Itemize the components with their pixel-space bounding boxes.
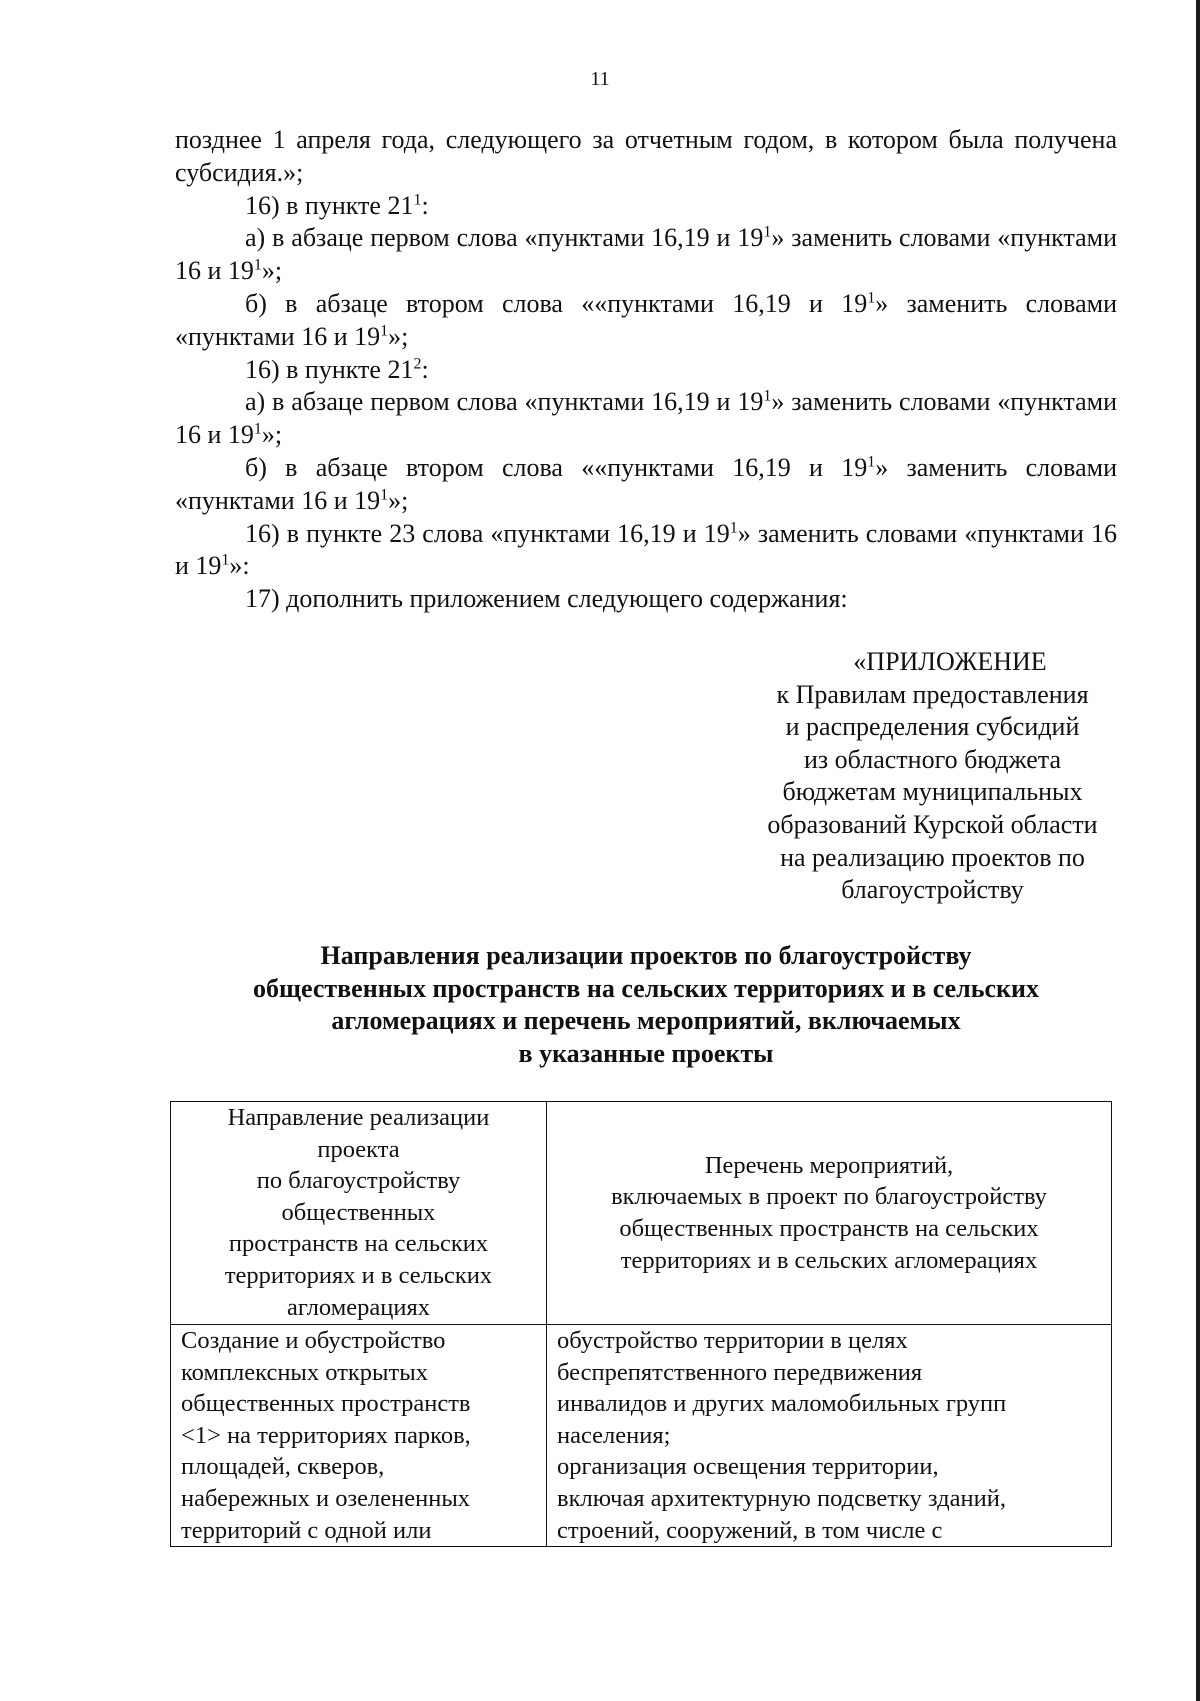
header-line: территориях и в сельских агломерациях — [620, 1246, 1038, 1274]
paragraph-text: 16) в пункте 21 — [245, 190, 414, 220]
annex-line: к Правилам предоставления — [776, 679, 1089, 709]
paragraph — [175, 452, 1117, 518]
superscript: 1 — [763, 223, 772, 241]
superscript: 1 — [867, 453, 876, 471]
paragraph-text: »; — [261, 420, 283, 450]
paragraph — [175, 288, 1117, 354]
cell-line: Создание и обустройство — [181, 1327, 446, 1354]
paragraph — [175, 386, 1117, 452]
paragraph-text: а) в абзаце первом слова «пунктами 16,19 и 19 — [245, 387, 764, 417]
annex-line: на реализацию проектов по — [780, 842, 1085, 872]
annex-line: и распределения субсидий — [785, 712, 1080, 742]
superscript: 2 — [413, 354, 422, 372]
superscript: 1 — [729, 518, 738, 536]
superscript: 1 — [221, 551, 230, 569]
header-line: агломерациях — [287, 1293, 430, 1321]
paragraph-text: » заменить словами «пунктами 16 и 19 — [175, 288, 1117, 351]
cell-line: обустройство территории в целях — [557, 1327, 908, 1354]
paragraph-text: 16) в пункте 23 слова «пунктами 16,19 и 19 — [245, 518, 730, 548]
header-line: Направление реализации — [227, 1104, 490, 1131]
paragraph-text: 16) в пункте 21 — [245, 354, 414, 384]
header-measures-cell — [547, 1102, 1112, 1325]
measures-cell — [547, 1325, 1112, 1547]
cell-line: территорий с одной или — [181, 1516, 432, 1544]
header-line: пространств на сельских — [228, 1230, 489, 1258]
cell-line: комплексных открытых — [181, 1358, 428, 1386]
header-line: включаемых в проект по благоустройству — [611, 1183, 1047, 1211]
paragraph-text: : — [421, 354, 429, 384]
cell-line: организация освещения территории, — [557, 1453, 939, 1481]
cell-line: беспрепятственного передвижения — [557, 1358, 923, 1386]
paragraph-text: » заменить словами «пунктами 16 и 19 — [175, 223, 1118, 286]
annex-line: бюджетам муниципальных — [782, 777, 1083, 807]
paragraph-text: »; — [388, 485, 409, 515]
cell-line: строений, сооружений, в том числе с — [557, 1516, 943, 1544]
cell-line: <1> на территориях парков, — [181, 1421, 471, 1449]
superscript: 1 — [380, 322, 389, 340]
paragraph-text: »; — [388, 321, 409, 351]
paragraph — [175, 583, 1117, 616]
paragraph — [175, 124, 1117, 190]
paragraph-text: » заменить словами «пунктами 16 и 19 — [175, 387, 1118, 450]
header-line: по благоустройству — [256, 1167, 461, 1195]
paragraph — [175, 518, 1117, 584]
paragraph-text: б) в абзаце втором слова ««пунктами 16,19 и 19 — [245, 452, 868, 482]
paragraph-text: б) в абзаце втором слова ««пунктами 16,19 и 19 — [245, 288, 868, 318]
header-line: Перечень мероприятий, — [704, 1151, 954, 1179]
directions-table — [170, 1101, 1112, 1547]
scan-edge-border — [1196, 0, 1200, 1701]
paragraph-text: : — [421, 190, 429, 220]
amendment-text — [175, 124, 1117, 616]
header-line: территориях и в сельских — [224, 1261, 493, 1289]
heading-line: Направления реализации проектов по благоустройству — [320, 941, 972, 970]
cell-line: общественных пространств — [181, 1390, 471, 1418]
paragraph-text: » заменить словами «пунктами 16 и 19 — [175, 518, 1117, 581]
paragraph — [175, 354, 1117, 387]
annex-line: благоустройству — [841, 875, 1024, 905]
paragraph-text: 17) дополнить приложением следующего содержания: — [245, 584, 848, 614]
heading-line: в указанные проекты — [518, 1038, 774, 1068]
superscript: 1 — [867, 289, 876, 307]
header-line: общественных пространств на сельских — [619, 1215, 1039, 1242]
annex-title: «ПРИЛОЖЕНИЕ — [853, 647, 1047, 676]
paragraph — [175, 190, 1117, 223]
page-number: 11 — [590, 68, 610, 90]
header-line: общественных — [281, 1198, 436, 1226]
heading-line: агломерациях и перечень мероприятий, включаемых — [331, 1006, 961, 1036]
paragraph-text: а) в абзаце первом слова «пунктами 16,19 и 19 — [245, 223, 764, 253]
paragraph-text: »: — [229, 551, 250, 581]
paragraph-text: позднее 1 апреля года, следующего за отчетным годом, в котором была получена субсидия.»; — [175, 125, 1117, 187]
table-header-row — [171, 1102, 1112, 1325]
superscript: 1 — [763, 387, 772, 405]
cell-line: инвалидов и других маломобильных групп — [557, 1390, 1007, 1418]
header-line: проекта — [317, 1135, 400, 1163]
superscript: 1 — [253, 256, 262, 274]
cell-line: набережных и озелененных — [181, 1484, 471, 1512]
superscript: 1 — [253, 420, 262, 438]
header-direction-cell — [171, 1102, 547, 1325]
cell-line: площадей, скверов, — [181, 1453, 385, 1481]
cell-line: включая архитектурную подсветку зданий, — [557, 1484, 1006, 1512]
annex-line: образований Курской области — [767, 809, 1098, 839]
annex-header — [745, 646, 1120, 907]
superscript: 1 — [380, 486, 389, 504]
paragraph-text: »; — [261, 256, 283, 286]
paragraph — [175, 222, 1117, 288]
paragraph-text: » заменить словами «пунктами 16 и 19 — [175, 452, 1117, 515]
table-row — [171, 1325, 1112, 1547]
section-heading — [175, 940, 1117, 1070]
annex-line: из областного бюджета — [803, 744, 1062, 774]
superscript: 1 — [413, 190, 422, 208]
cell-line: населения; — [557, 1421, 671, 1449]
direction-cell — [171, 1325, 547, 1547]
heading-line: общественных пространств на сельских территориях и в сельских — [253, 973, 1039, 1003]
